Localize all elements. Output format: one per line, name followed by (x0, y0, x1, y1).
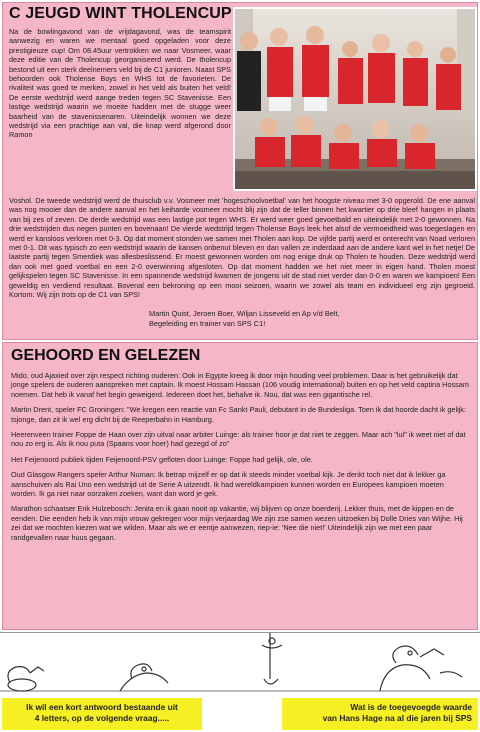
quote-paragraph: Marathon schaatser Erik Hulzebosch: Jenita en ik gaan nooit op vakantie, wij blijven op onze boerderij. Lekker thuis, met de kippen en de eenden. Die eenden heb ik van mijn vrouw gekregen voor mijn verjaardag We zijn zse samen wezen uitzoeken bij Dolle Dries van Wijhe. Hij zei dat we mochten kiezen wat we wilden. Maar als we er eentje aanwezen, riep-ie: 'Nee die niet!' Uiteindelijk zijn we met een paar randgevallen naar huus gegaan. (11, 504, 463, 542)
team-photo (233, 7, 477, 191)
article-main-text: Voshol. De tweede wedstrijd werd de thuisclub v.v. Vosmeer met 'hogeschoolvoetbal' van het hoogste niveau met 3-0 opgerold. De ene aanval was nog mooier dan de andere aanval en het keiharde vosmeer mocht blij zijn dat de teller binnen het kwartier op drie bleef hangen in plaats van bij zes of zeven. De derde wedstrijd was een lastige pot tegen WHS. Er werd weer goed gevoetbald en uiteindelijk met 2-0 gewonnen. Na drie wedstrijden dus negen punten en bovenaan! De vierde wedstrijd tegen Tholense Boys leek het alsof de vermoeidheid was toegeslagen en werd er kansloos verloren met 0-3. Op dat moment stonden we samen met Tholen aan kop. De vijfde partij werd er onterecht van Noad verloren met 0-1. Dit was typisch zo een wedstrijd waarin de kansen onbenut bleven en dan vallen ze inderdaad aan de andere kant wel in het netje! De laatste partij tegen Smerdiek was allesbeslissend. Er moest gewonnen worden om nog enige druk op Tholen te houden. Deze wedstrijd werd dan ook met goed voetbal en een 2-0 overwinning afgesloten. Op dat moment hadden we het niet meer in eigen hand. Tholen moest gelijkspelen tegen SC Stavenisse. In een spannende wedstrijd kwamen de jongens uit de stad niet verder dan 0-0 en waren we kampioen! Een geweldig en verdiend resultaat. Bovenal een bekroning op een mooi seizoen, waarin we zowel als team en individueel erg zijn gegroeid. Kortom: Wij zijn trots op de C1 van SPS! (9, 196, 475, 300)
footer-question-box-right (282, 698, 478, 730)
article-title: C JEUGD WINT THOLENCUP (9, 5, 232, 22)
team-photo-image (235, 9, 475, 189)
footer-question-right-line2: van Hans Hage na al die jaren bij SPS (322, 713, 472, 723)
credit-names: Martin Quist, Jeroen Boer, Wiljan Lisseveld en Ap v/d Belt, (149, 309, 340, 318)
quote-paragraph: Martin Drent, speler FC Groningen: "We kregen een reactie van Fc Sankt Pauli, debutant in de Bundesliga. Toen ik dat hoorde dacht ik gelijk: tsjonge, dan zit ik wel erg dicht bij de Reeperbahn in Hamburg. (11, 405, 466, 424)
credit-role: Begeleiding en trainer van SPS C1! (149, 319, 266, 328)
article-gehoord-en-gelezen (2, 342, 478, 630)
article-credits (149, 309, 469, 329)
footer-question-right-line1: Wat is de toegevoegde waarde (350, 702, 472, 712)
quote-paragraph: Oud Glasgow Rangers speler Arthur Numan: Ik betrap mijzelf er op dat ik steeds minder voetbal kijk. Je denkt toch niet dat ik lekker ga aanschuiven als Rai Uno een wedstrijd uit de Serie A uitzendt. Ik had wereldkampioen kunnen worden en Europees kampioen moeten worden. Ik ga niet naar oorzaken zoeken, want dan word je gek. (11, 470, 446, 499)
quote-paragraph: Het Feijenoord publiek tijden Feijenoord-PSV gefloten door Luinge: Foppe had gelijk, ole, ole. (11, 454, 313, 464)
article-tholencup (2, 2, 478, 340)
footer-question-line1: Ik wil een kort antwoord bestaande uit (26, 702, 178, 712)
footer-question-box (2, 698, 202, 730)
article-intro-text: Na de bowlingavond van de vrijdagavond, was de teamspirit aanwezig en waren we mentaal goed opgeladen voor deze prestigieuze cup! Om 08.45uur vertrokken we naar Vosmeer, waar deze editie van de Tholencup georganiseerd werd. De tholencup bestond uit een sterk deelnemers veld bij de C1 junioren. Naast SPS behoorden ook Tholense Boys en WHS tot de favorieten. De rivaliteit was goed te merken, zowel in het veld als buiten het veld! De eerste wedstrijd werd aange treden tegen SC Stavenisse. Een lastige wedstrijd waarin we moeite hadden met de stugge weer baarheid van de stavenissenaren. Uiteindelijk wonnen we deze wedstrijd via een prachtige aan val, die knap werd afgerond door Ramon (9, 27, 231, 140)
footer-question-line2: 4 letters, op de volgende vraag..... (34, 713, 170, 723)
section-title: GEHOORD EN GELEZEN (11, 347, 201, 364)
quotes-list (11, 371, 471, 548)
quote-paragraph: Mido, oud Ajaxied over zijn respect richting ouderen: Ook in Egypte kreeg ik door mijn houding veel problemen. Daar is het gebruikelijk dat jonge spelers de ouderen aanspreken met captain. Ik moest Hossam Hassan (106 voudig international) buiten en op het veld captina Hossam noemen. Dat heb ik vanaf het begin geweigerd. Iedereen doet het, behalve ik. Nou, dat was een gigantische rel. (11, 371, 469, 399)
cartoon-drawing (0, 633, 480, 699)
cartoon-strip (0, 632, 480, 699)
quote-paragraph: Heerenveen trainer Foppe de Haan over zijn uitval naar arbiter Luinge: als trainer hoor je dat niet te zeggen. Maar ach "lul" ik weet niet of dat nou zo erg is. Als ik nou puta (Spaans voor hoer) had gezegd of zo" (11, 430, 466, 449)
